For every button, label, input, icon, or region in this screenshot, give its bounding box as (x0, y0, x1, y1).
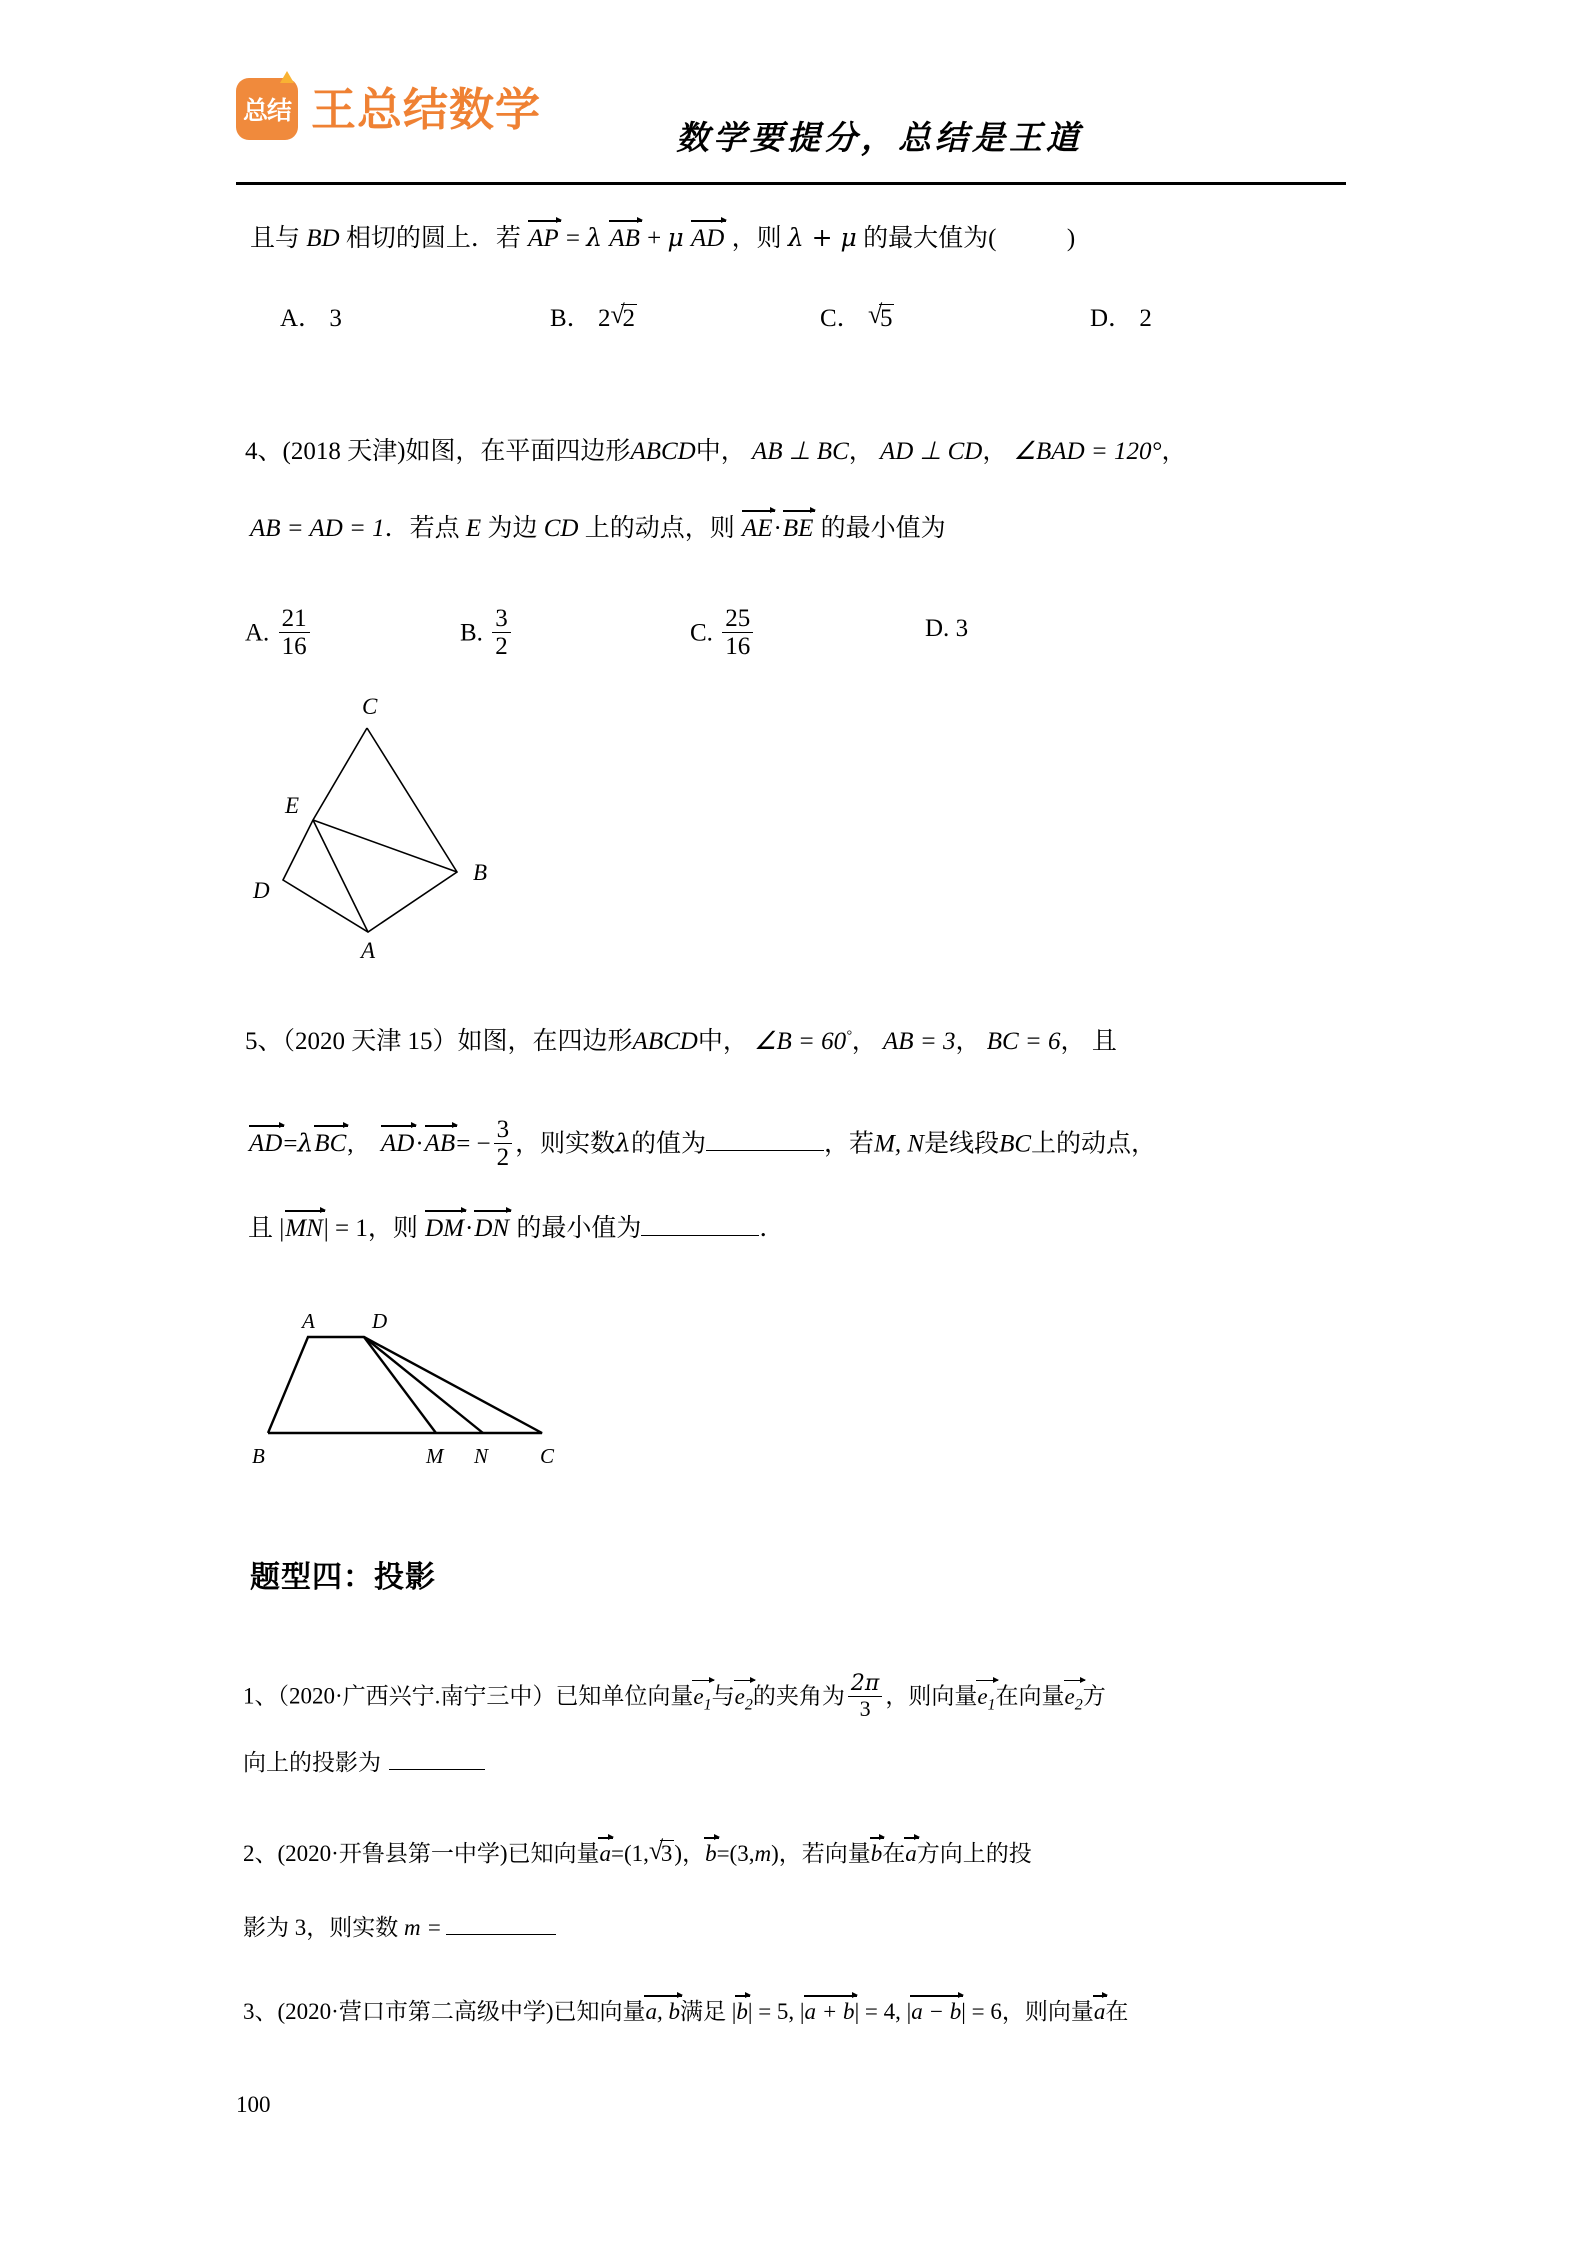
q3-option-c-radicand: 5 (879, 305, 893, 332)
q4-option-c (690, 605, 756, 660)
p1-t5: 在向量 (995, 1683, 1065, 1709)
q5-lambda: λ (297, 1128, 314, 1158)
label-E: E (285, 793, 300, 818)
q3-option-a-label: A． (280, 305, 324, 332)
vector-mn: MN (285, 1212, 323, 1243)
fraction: $\frac{3}{2}$ (492, 605, 511, 660)
q3-option-b-radicand: 2 (622, 305, 635, 332)
p2-t1: 已知向量 (507, 1841, 600, 1866)
q3-option-c-label: C． (820, 305, 862, 332)
q5-answer-blank-1[interactable] (706, 1150, 824, 1151)
vector-dn: DN (474, 1212, 509, 1243)
q4-option-d-value: 3 (955, 615, 969, 642)
q3-option-d-label: D． (1090, 305, 1134, 332)
q3-option-b (550, 303, 637, 333)
q4-text1: 如图，在平面四边形 (405, 438, 631, 465)
sqrt-icon: √ 3 (649, 1839, 675, 1866)
q3-lambda: λ (586, 223, 603, 252)
vector-ad: AD (249, 1127, 282, 1158)
label-C: C (540, 1444, 555, 1468)
q4-option-b (460, 605, 514, 660)
logo-badge-icon: 总结 (236, 78, 298, 140)
p3-t1: 已知向量 (553, 1999, 646, 2024)
q4-l2b: 为边 (487, 515, 538, 542)
p1-t4: ，则向量 (885, 1683, 978, 1709)
q5-text2: 中， (697, 1028, 748, 1055)
p2-t2: ，若向量 (778, 1841, 871, 1866)
q3-option-b-label: B． (550, 305, 592, 332)
q4-l2c: 上的动点，则 (584, 515, 735, 542)
p1-line1 (243, 1672, 1106, 1721)
q4-seg-cd: CD (543, 515, 579, 542)
q4-option-c-label: C. (690, 619, 713, 647)
q5-cond-ab: AB = 3 (883, 1028, 956, 1055)
q5-dot: · (415, 1130, 424, 1158)
vector-a-minus-b: a − b (911, 1995, 961, 2024)
q3-bd: BD (306, 225, 340, 252)
q5-line3 (248, 1212, 784, 1243)
q4-option-a (245, 605, 313, 660)
q4-source: (2018 天津) (282, 438, 406, 465)
p1-t6: 方 (1082, 1683, 1106, 1709)
q5-text1: 如图，在四边形 (457, 1028, 633, 1055)
q4-figure (235, 680, 545, 970)
vector-b: b (705, 1837, 717, 1866)
vector-be: BE (783, 512, 814, 543)
q3-post: ，则 (731, 225, 782, 252)
vector-b-2: b (871, 1837, 883, 1866)
vector-e2-b: $e_2$ (1065, 1680, 1083, 1714)
q3-option-b-coeff: 2 (597, 305, 611, 332)
p2-l2a: 影为 3，则实数 (243, 1915, 399, 1940)
q4-option-a-label: A. (245, 619, 270, 647)
q5-source: （2020 天津 15） (282, 1028, 458, 1055)
label-B: B (473, 860, 488, 885)
q4-text2: 中， (695, 438, 746, 465)
label-M: M (426, 1444, 444, 1468)
q3-option-a-value: 3 (329, 305, 342, 332)
q4-number: 4、 (245, 438, 283, 465)
section-title-4: 题型四：投影 (250, 1560, 436, 1595)
vector-a: a (599, 1837, 611, 1866)
q5-mn: M, N (874, 1130, 925, 1158)
p2-a-value: (1, √ 3) (624, 1841, 682, 1866)
p2-comma: ， (682, 1841, 706, 1866)
q5-abcd: ABCD (632, 1028, 698, 1055)
q5-eq: = (283, 1130, 298, 1158)
p3-t6: 在 (1105, 1999, 1129, 2024)
label-D: D (372, 1309, 388, 1333)
vector-a-3: a (1094, 1995, 1106, 2024)
sqrt-icon (868, 303, 895, 333)
q3-pre: 且与 (250, 225, 301, 252)
fraction: $\frac{2\pi}{3}$ (848, 1672, 882, 1721)
q4-option-d (925, 615, 968, 643)
p2-line2 (243, 1915, 556, 1940)
label-D: D (253, 878, 270, 903)
q3-lambda-mu: λ + μ (787, 223, 857, 252)
q4-option-b-label: B. (460, 619, 483, 647)
p2-m-eq: m = (404, 1915, 442, 1940)
q5-figure (240, 1285, 580, 1470)
q5-tail3: 上的动点， (1031, 1130, 1157, 1158)
brand-logo (236, 78, 541, 140)
p2-line1 (243, 1837, 1032, 1866)
p3-t2: 满足 | (679, 1999, 737, 2024)
header-divider (236, 182, 1346, 185)
sqrt-icon (610, 303, 637, 333)
q4-cond2: AD ⊥ CD (880, 438, 983, 465)
vector-bc: BC (314, 1127, 346, 1158)
label-C: C (362, 694, 378, 719)
vector-e1: $e_1$ (693, 1680, 711, 1714)
q5-cond-bc: BC = 6 (986, 1028, 1061, 1055)
q4-line2 (250, 512, 946, 543)
fraction: $\frac{3}{2}$ (494, 1116, 513, 1171)
q4-line1: 4、(2018 天津)如图，在平面四边形ABCD中， AB ⊥ BC， AD ⊥ CD， ∠BAD = 120°， (245, 438, 1187, 465)
p1-line2 (243, 1750, 485, 1775)
label-A: A (361, 938, 376, 963)
p2-eq1: = (610, 1841, 624, 1866)
vector-ad-2: AD (381, 1127, 414, 1158)
q5-tail: ，若 (824, 1130, 875, 1158)
vector-ap: AP (528, 222, 559, 253)
label-B: B (252, 1444, 265, 1468)
vector-ab: AB (609, 222, 640, 253)
p2-source: (2020·开鲁县第一中学) (277, 1841, 508, 1866)
q4-cond3: ∠BAD = 120° (1013, 438, 1162, 465)
q4-l2a: ．若点 (384, 515, 460, 542)
vector-a-2: a (905, 1837, 917, 1866)
q5-number: 5、 (245, 1028, 283, 1055)
q5-lambda2: λ (615, 1128, 632, 1158)
p1-l2: 向上的投影为 (243, 1750, 381, 1775)
p1-t2: 与 (711, 1683, 735, 1709)
q3-tail-text: 的最大值为( (863, 225, 997, 252)
page-number: 100 (236, 2092, 271, 2117)
q4-dot: · (773, 515, 782, 542)
p2-number: 2、 (243, 1841, 278, 1866)
q4-point-e: E (465, 515, 482, 542)
header-slogan: 数学要提分，总结是王道 (676, 121, 1083, 157)
q4-l2d: 的最小值为 (820, 515, 946, 542)
vector-e2: $e_2$ (735, 1680, 753, 1714)
p2-answer-blank[interactable] (446, 1934, 556, 1935)
q3-option-a (280, 305, 342, 333)
p2-eq2: = (716, 1841, 730, 1866)
vector-dm: DM (425, 1212, 464, 1243)
q4-abcd: ABCD (630, 438, 696, 465)
p1-source: （2020·广西兴宁.南宁三中） (277, 1683, 556, 1709)
p3-number: 3、 (243, 1999, 278, 2024)
p3-source: (2020·营口市第二高级中学) (277, 1999, 554, 2024)
q5-comma: , (347, 1130, 354, 1158)
q5-l3a: 且 | (248, 1215, 285, 1242)
vector-e1-b: $e_1$ (977, 1680, 995, 1714)
q3-close-paren: ) (1066, 225, 1076, 252)
vector-ad: AD (691, 222, 724, 253)
q5-l3b: | = 1，则 (323, 1215, 418, 1242)
q5-tail2: 是线段 (924, 1130, 1000, 1158)
p1-t3: 的夹角为 (752, 1683, 845, 1709)
q3-option-c (820, 303, 894, 333)
q3-eq: = (565, 225, 581, 252)
q5-qie: 且 (1091, 1028, 1117, 1055)
q5-eq2: = − (456, 1130, 491, 1158)
p1-number: 1、 (243, 1683, 278, 1709)
trapezoid-abcd-diagram (240, 1285, 580, 1470)
p2-t4: 方向上的投 (916, 1841, 1032, 1866)
p3-t4: | = 4, | (854, 1999, 912, 2024)
q5-answer-blank-2[interactable] (641, 1235, 759, 1236)
q3-mu: μ (667, 223, 684, 252)
q3-plus: + (647, 225, 662, 252)
q5-period: ． (759, 1215, 785, 1242)
vector-ae: AE (742, 512, 773, 543)
p1-t1: 已知单位向量 (555, 1683, 694, 1709)
label-A: A (302, 1309, 315, 1333)
vector-a-b: a, b (645, 1995, 680, 2024)
brand-name: 王总结数学 (311, 82, 542, 136)
fraction: $\frac{21}{16}$ (279, 605, 310, 660)
fraction: $\frac{25}{16}$ (722, 605, 753, 660)
p3-t3: | = 5, | (747, 1999, 805, 2024)
q4-cond1: AB ⊥ BC (751, 438, 849, 465)
q4-option-d-label: D. (925, 615, 950, 642)
vector-a-plus-b: a + b (805, 1995, 855, 2024)
q5-mid: ，则实数 (515, 1130, 616, 1158)
q3-option-d-value: 2 (1139, 305, 1152, 332)
q5-l3c: 的最小值为 (516, 1215, 642, 1242)
q5-bc2: BC (999, 1130, 1032, 1158)
quadrilateral-abcd-diagram (235, 680, 545, 970)
p1-answer-blank[interactable] (389, 1769, 485, 1770)
q4-cond-ab-ad: AB = AD = 1 (250, 515, 385, 542)
q5-mid2: 的值为 (631, 1130, 707, 1158)
q3-option-d (1090, 305, 1152, 333)
q3-tail-line (250, 222, 1075, 253)
q5-line2 (248, 1116, 1156, 1171)
page-header (236, 70, 1346, 180)
p3-t5: | = 6，则向量 (961, 1999, 1094, 2024)
q3-mid: 相切的圆上．若 (345, 225, 521, 252)
vector-ab: AB (425, 1127, 456, 1158)
vector-b: b (736, 1995, 748, 2024)
p2-t3: 在 (882, 1841, 906, 1866)
q5-angle-b: ∠B = 60° (754, 1028, 852, 1055)
label-N: N (474, 1444, 489, 1468)
p2-b-value: (3,m) (729, 1841, 779, 1866)
q5-line1: 5、（2020 天津 15）如图，在四边形ABCD中， ∠B = 60°， AB = 3， BC = 6， 且 (245, 1028, 1117, 1055)
q5-l3-dot: · (465, 1215, 474, 1242)
p3-line1 (243, 1995, 1128, 2024)
